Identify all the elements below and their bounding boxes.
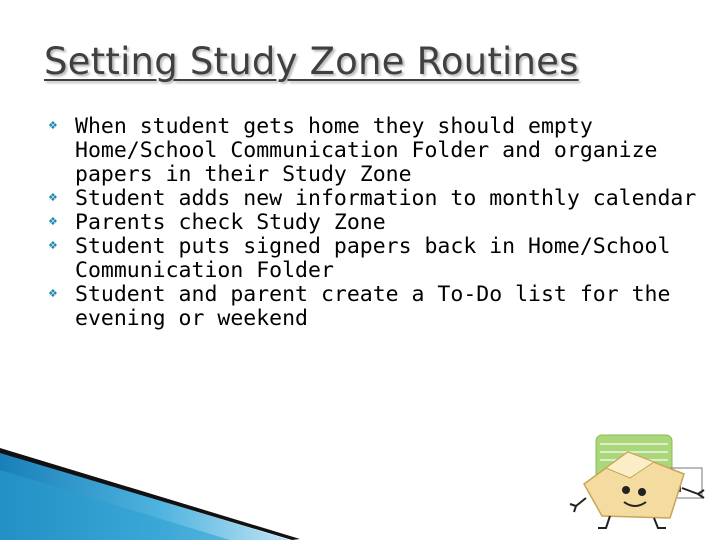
bullet-text: Parents check Study Zone	[75, 210, 386, 235]
bullet-list	[48, 114, 702, 331]
bullet-text: Student and parent create a To-Do list for the evening or weekend	[75, 282, 671, 331]
bullet-text: When student gets home they should empty Home/School Communication Folder and organize papers in their Study Zone	[75, 114, 658, 187]
folder-character-icon	[566, 432, 716, 532]
bullet-item	[48, 186, 702, 211]
slide-title: Setting Study Zone Routines	[44, 40, 579, 83]
decorative-stripes	[0, 440, 300, 540]
bullet-icon: ❖	[48, 215, 58, 228]
blue-band-light	[0, 470, 230, 540]
bullet-item	[48, 234, 702, 283]
bullet-item	[48, 114, 702, 187]
bullet-icon: ❖	[48, 191, 58, 204]
bullet-item	[48, 210, 702, 235]
bullet-item	[48, 282, 702, 331]
bullet-icon: ❖	[48, 119, 58, 132]
bullet-text: Student adds new information to monthly calendar	[75, 186, 697, 211]
bullet-icon: ❖	[48, 239, 58, 252]
bullet-icon: ❖	[48, 287, 58, 300]
bullet-text: Student puts signed papers back in Home/School Communication Folder	[75, 234, 671, 283]
